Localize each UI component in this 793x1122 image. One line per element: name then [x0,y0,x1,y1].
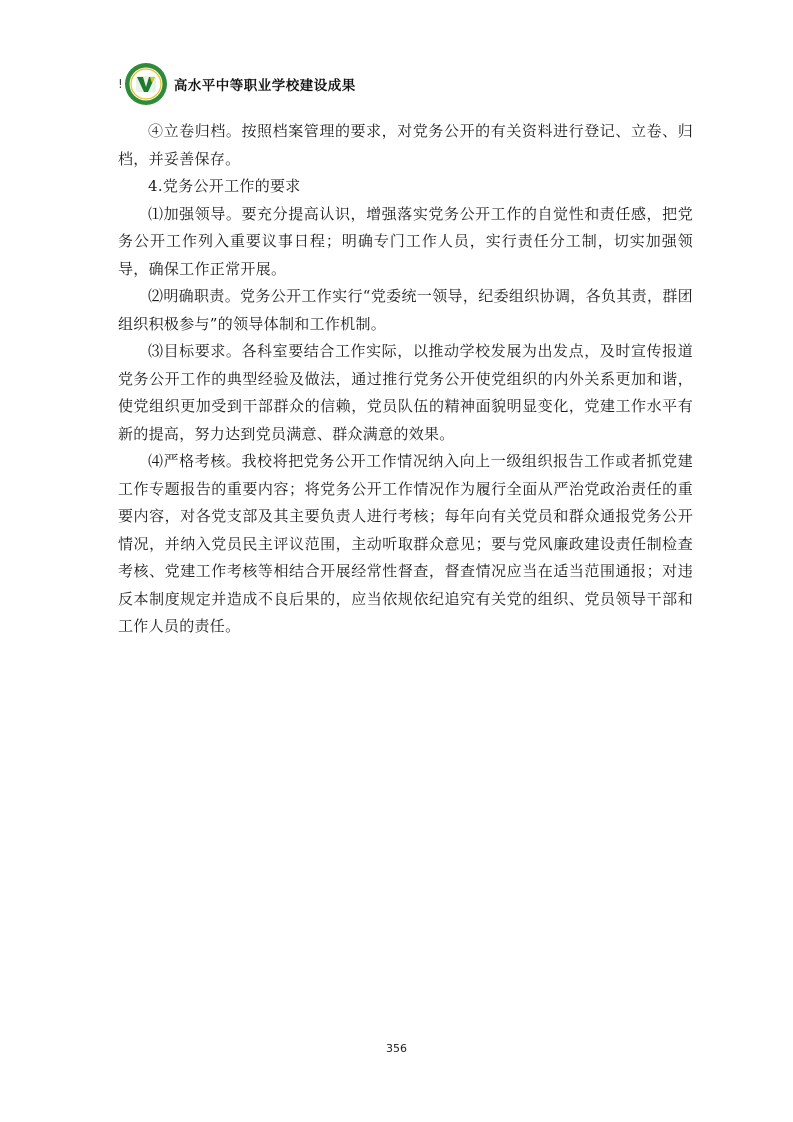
section-heading: 4.党务公开工作的要求 [148,177,301,195]
header-title: 高水平中等职业学校建设成果 [173,78,356,94]
school-logo-icon [124,62,168,106]
paragraph: ⑷严格考核。我校将把党务公开工作情况纳入向上一级组织报告工作或者抓党建工作专题报告的重要内容；将党务公开工作情况作为履行全面从严治党政治责任的重要内容，对各党支部及其主要负责人进行考核；每年向有关党员和群众通报党务公开情况，并纳入党员民主评议范围，主动听取群众意见；要与党风廉政建设责任制检查考核、党建工作考核等相结合开展经常性督查，督查情况应当在适当范围通报；对违反本制度规定并造成不良后果的，应当依规依纪追究有关党的组织、党员领导干部和工作人员的责任。 [118,452,693,635]
header-mark: ! [118,77,123,91]
page-header [118,60,356,108]
paragraph: ⑵明确职责。党务公开工作实行“党委统一领导，纪委组织协调，各负其责，群团组织积极参与”的领导体制和工作机制。 [118,287,693,333]
document-body [118,118,693,641]
paragraph: ⑶目标要求。各科室要结合工作实际，以推动学校发展为出发点，及时宣传报道党务公开工作的典型经验及做法，通过推行党务公开使党组织的内外关系更加和谐，使党组织更加受到干部群众的信赖，党员队伍的精神面貌明显变化，党建工作水平有新的提高，努力达到党员满意、群众满意的效果。 [118,342,693,443]
paragraph: ④立卷归档。按照档案管理的要求，对党务公开的有关资料进行登记、立卷、归档，并妥善保存。 [118,122,693,168]
paragraph: ⑴加强领导。要充分提高认识，增强落实党务公开工作的自觉性和责任感，把党务公开工作列入重要议事日程；明确专门工作人员，实行责任分工制，切实加强领导，确保工作正常开展。 [118,204,693,278]
page-number: 356 [386,1042,407,1055]
